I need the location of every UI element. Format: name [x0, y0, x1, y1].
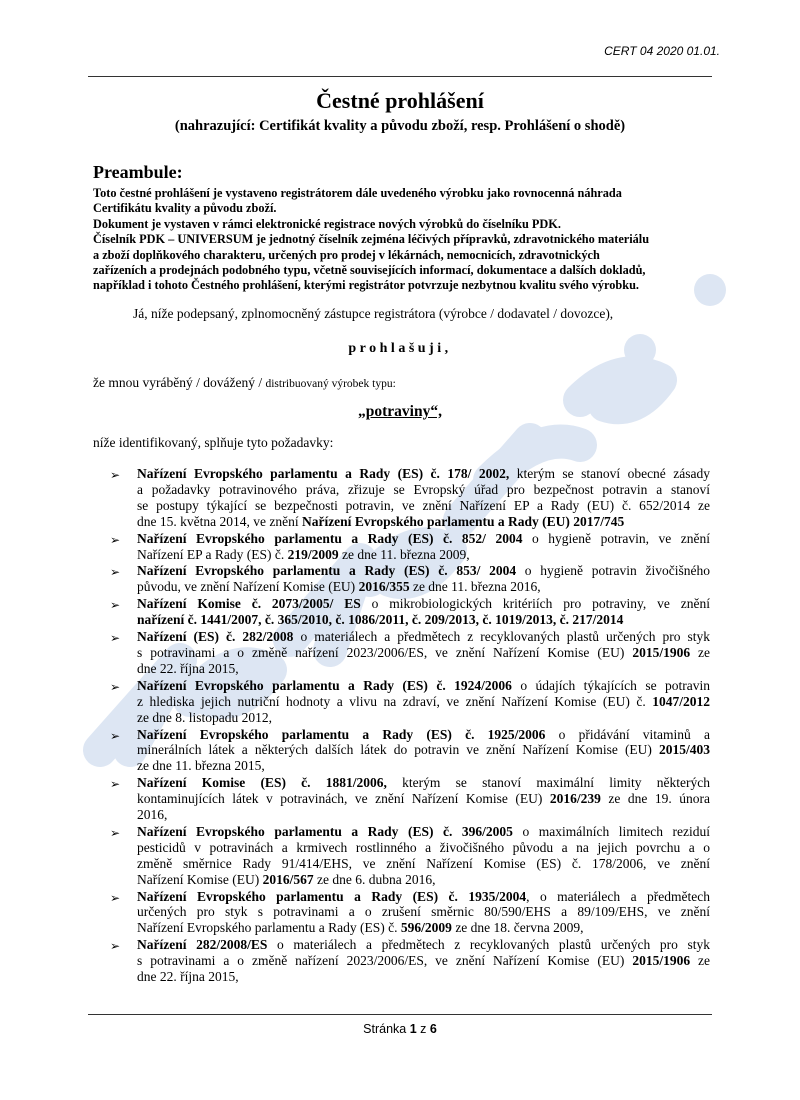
- page-label: Stránka: [363, 1022, 410, 1036]
- arrow-bullet-icon: ➢: [110, 728, 121, 743]
- product-line-small: distribuovaný výrobek typu:: [265, 378, 396, 390]
- regulation-text: minerálních látek a některých dalších látek do potravin ve znění Nařízení Komise (EU): [137, 742, 659, 758]
- regulation-line: [137, 742, 710, 758]
- regulation-line: [137, 579, 710, 595]
- regulation-text: o údajích týkajících se potravin: [511, 677, 711, 693]
- regulation-text: ze dne 8. listopadu 2012,: [137, 709, 272, 725]
- regulation-ref: Nařízení 282/2008/ES: [137, 937, 268, 953]
- regulation-text: změně směrnice Rady 91/414/EHS, ve znění Nařízení Komise (ES) č. 178/2006, ve znění: [137, 855, 710, 871]
- page-footer: [0, 1022, 800, 1036]
- arrow-bullet-icon: ➢: [110, 777, 121, 792]
- regulation-line: [137, 791, 710, 807]
- arrow-bullet-icon: ➢: [110, 939, 121, 954]
- regulation-line: [137, 856, 710, 872]
- regulation-line: [137, 694, 710, 710]
- regulation-ref: 2016/239: [549, 791, 601, 807]
- regulation-line: [137, 612, 710, 628]
- regulation-ref: 1047/2012: [652, 693, 710, 709]
- regulation-line: [137, 645, 710, 661]
- preamble-line: a zboží doplňkového charakteru, určených pro prodej v lékárnách, nemocnicích, zdravotnických: [93, 247, 600, 262]
- regulation-ref: 2015/1906: [632, 644, 691, 660]
- list-item: [110, 563, 710, 595]
- arrow-bullet-icon: ➢: [110, 890, 121, 905]
- preamble-line: Číselník PDK – UNIVERSUM je jednotný číselník zejména léčivých přípravků, zdravotnického materiálu: [93, 232, 650, 247]
- regulation-text: dne 15. května 2014, ve znění: [137, 513, 302, 529]
- preamble-line: zařízeních a prodejnách podobného typu, včetně souvisejících informací, dokumentace a dalších dokladů,: [93, 263, 646, 278]
- regulation-line: [137, 920, 710, 936]
- document-title: Čestné prohlášení: [316, 88, 484, 113]
- regulation-line: [137, 563, 710, 579]
- regulation-ref: Nařízení Evropského parlamentu a Rady (ES) č. 1924/2006: [137, 677, 512, 693]
- regulation-line: [137, 482, 710, 498]
- regulation-text: kterým se stanoví maximální limity některých: [386, 775, 710, 791]
- regulation-text: o hygieně potravin živočišného: [516, 563, 710, 579]
- list-item: [110, 775, 710, 823]
- arrow-bullet-icon: ➢: [110, 679, 121, 694]
- preamble-line: Toto čestné prohlášení je vystaveno registrátorem dále uvedeného výrobku jako rovnocenná náhrada: [93, 186, 622, 200]
- regulation-line: [137, 466, 710, 482]
- regulation-ref: Nařízení Evropského parlamentu a Rady (ES) č. 1935/2004: [137, 888, 527, 904]
- regulation-ref: 2015/403: [658, 742, 710, 758]
- document-subtitle: (nahrazující: Certifikát kvality a původu zboží, resp. Prohlášení o shodě): [174, 118, 626, 134]
- arrow-bullet-icon: ➢: [110, 631, 121, 646]
- document-code: CERT 04 2020 01.01.: [604, 44, 720, 58]
- regulation-text: ze dne 6. dubna 2016,: [313, 871, 436, 887]
- product-line: [93, 375, 396, 391]
- regulation-text: kterým se stanoví obecné zásady: [509, 466, 710, 481]
- regulation-ref: Nařízení (ES) č. 282/2008: [137, 629, 294, 645]
- regulation-ref: Nařízení Evropského parlamentu a Rady (EU) 2017/745: [301, 513, 625, 529]
- regulation-text: o přidávání vitaminů a: [545, 726, 711, 742]
- regulation-ref: Nařízení Evropského parlamentu a Rady (ES) č. 852/ 2004: [137, 530, 523, 546]
- declaration-word: prohlašuji,: [348, 341, 452, 356]
- list-item: [110, 727, 710, 775]
- list-item: [110, 824, 710, 888]
- regulation-ref: Nařízení Komise č. 2073/2005/ ES: [137, 596, 361, 612]
- regulation-line: [137, 953, 710, 969]
- regulation-ref: Nařízení Komise (ES) č. 1881/2006,: [137, 775, 387, 791]
- regulation-ref: 219/2009: [287, 546, 339, 562]
- regulation-text: z hlediska jejich nutriční hodnoty a vlivu na zdraví, ve znění Nařízení Komise (EU) č.: [137, 693, 653, 709]
- regulations-list: [110, 466, 710, 986]
- regulation-ref: Nařízení Evropského parlamentu a Rady (ES) č. 178/ 2002,: [137, 466, 510, 481]
- regulation-ref: nařízení č. 1441/2007, č. 365/2010, č. 1086/2011, č. 209/2013, č. 1019/2013, č. 217/2014: [137, 612, 624, 628]
- regulation-line: [137, 840, 710, 856]
- regulation-text: určených pro styk s potravinami a o zrušení směrnic 80/590/EHS a 89/109/EHS, ve znění: [137, 904, 710, 920]
- regulation-text: původu, ve znění Nařízení Komise (EU): [137, 579, 359, 595]
- regulation-text: dne 22. října 2015,: [137, 660, 239, 676]
- regulation-text: dne 22. října 2015,: [137, 969, 239, 985]
- requirements-intro: níže identifikovaný, splňuje tyto požadavky:: [93, 435, 334, 450]
- regulation-ref: 2016/355: [358, 579, 410, 595]
- regulation-line: [137, 937, 710, 953]
- regulation-line: [137, 531, 710, 547]
- regulation-text: 2016,: [137, 807, 168, 823]
- regulation-text: , o materiálech a předmětech: [526, 888, 710, 904]
- arrow-bullet-icon: ➢: [110, 565, 121, 580]
- regulation-text: ze: [690, 644, 711, 660]
- regulation-line: [137, 629, 710, 645]
- list-item: [110, 466, 710, 530]
- preamble-text: [93, 186, 713, 294]
- regulation-text: o mikrobiologických kritériích pro potraviny, ve znění: [360, 596, 711, 612]
- regulation-text: o hygieně potravin, ve znění: [522, 530, 710, 546]
- regulation-text: ze dne 19. února: [600, 791, 710, 807]
- regulation-text: s potravinami a o změně nařízení 2023/2006/ES, ve znění Nařízení Komise (EU): [137, 644, 633, 660]
- arrow-bullet-icon: ➢: [110, 532, 121, 547]
- regulation-line: [137, 775, 710, 791]
- regulation-line: [137, 824, 710, 840]
- regulation-text: ze dne 11. března 2015,: [137, 758, 265, 774]
- regulation-text: s potravinami a o změně nařízení 2023/2006/ES, ve znění Nařízení Komise (EU): [137, 953, 633, 969]
- product-line-text: že mnou vyráběný / dovážený /: [93, 375, 266, 390]
- regulation-line: [137, 727, 710, 743]
- preamble-line: Certifikátu kvality a původu zboží.: [93, 201, 277, 216]
- regulation-line: [137, 596, 710, 612]
- preamble-line: Dokument je vystaven v rámci elektronické registrace nových výrobků do číselníku PDK.: [93, 216, 561, 231]
- regulation-line: [137, 904, 710, 920]
- regulation-ref: Nařízení Evropského parlamentu a Rady (ES) č. 396/2005: [137, 823, 513, 839]
- regulation-line: [137, 969, 710, 985]
- page-total: 6: [429, 1022, 437, 1036]
- list-item: [110, 889, 710, 937]
- regulation-ref: Nařízení Evropského parlamentu a Rady (ES) č. 1925/2006: [137, 726, 546, 742]
- footer-divider: [88, 1014, 712, 1015]
- regulation-line: [137, 547, 710, 563]
- regulation-text: pesticidů v potravinách a krmivech rostlinného a živočišného původu a na jejich povrchu a o: [137, 839, 710, 855]
- regulation-ref: 2016/567: [262, 871, 314, 887]
- page-separator: z: [416, 1022, 430, 1036]
- regulation-line: [137, 661, 710, 677]
- regulation-text: o materiálech a předmětech z recyklovaných plastů určených pro styk: [267, 937, 711, 953]
- regulation-text: kontaminujících látek v potravinách, ve znění Nařízení Komise (EU): [137, 791, 550, 807]
- preamble-line: například i tohoto Čestného prohlášení, kterými registrátor potvrzuje nezbytnou kvalitu svého výrobku.: [93, 278, 639, 293]
- regulation-text: Nařízení Evropského parlamentu a Rady (ES) č.: [137, 920, 401, 936]
- regulation-line: [137, 678, 710, 694]
- list-item: [110, 629, 710, 677]
- regulation-text: ze dne 18. června 2009,: [451, 920, 584, 936]
- product-type: „potraviny“,: [358, 403, 442, 420]
- list-item: [110, 678, 710, 726]
- signatory-statement: Já, níže podepsaný, zplnomocněný zástupce registrátora (výrobce / dodavatel / dovozce),: [133, 306, 614, 321]
- list-item: [110, 937, 710, 985]
- arrow-bullet-icon: ➢: [110, 468, 121, 482]
- arrow-bullet-icon: ➢: [110, 825, 121, 840]
- list-item: [110, 596, 710, 628]
- regulation-text: Nařízení EP a Rady (ES) č.: [137, 546, 288, 562]
- regulation-ref: 2015/1906: [632, 953, 691, 969]
- regulation-text: Nařízení Komise (EU): [137, 871, 263, 887]
- regulation-ref: Nařízení Evropského parlamentu a Rady (ES) č. 853/ 2004: [137, 563, 517, 579]
- regulation-line: [137, 872, 710, 888]
- arrow-bullet-icon: ➢: [110, 598, 121, 613]
- regulation-text: a požadavky potravinového práva, zřizuje se Evropský úřad pro bezpečnost potravin a stanoví: [137, 481, 710, 497]
- regulation-line: [137, 498, 710, 514]
- preamble-heading: Preambule:: [93, 162, 183, 182]
- header-divider: [88, 76, 712, 77]
- regulation-text: o maximálních limitech reziduí: [512, 823, 711, 839]
- regulation-line: [137, 807, 710, 823]
- regulation-line: [137, 758, 710, 774]
- regulation-text: se postupy týkající se bezpečnosti potravin, ve znění Nařízení EP a Rady (EU) č. 652/2014 ze: [137, 497, 710, 513]
- list-item: [110, 531, 710, 563]
- regulation-line: [137, 514, 710, 530]
- regulation-text: ze dne 11. března 2016,: [409, 579, 541, 595]
- regulation-line: [137, 889, 710, 905]
- regulation-ref: 596/2009: [400, 920, 452, 936]
- page-number: 1: [409, 1022, 417, 1036]
- regulation-text: ze dne 11. března 2009,: [338, 546, 470, 562]
- regulation-text: ze: [690, 953, 711, 969]
- regulation-line: [137, 710, 710, 726]
- regulation-text: o materiálech a předmětech z recyklovaných plastů určených pro styk: [293, 629, 711, 645]
